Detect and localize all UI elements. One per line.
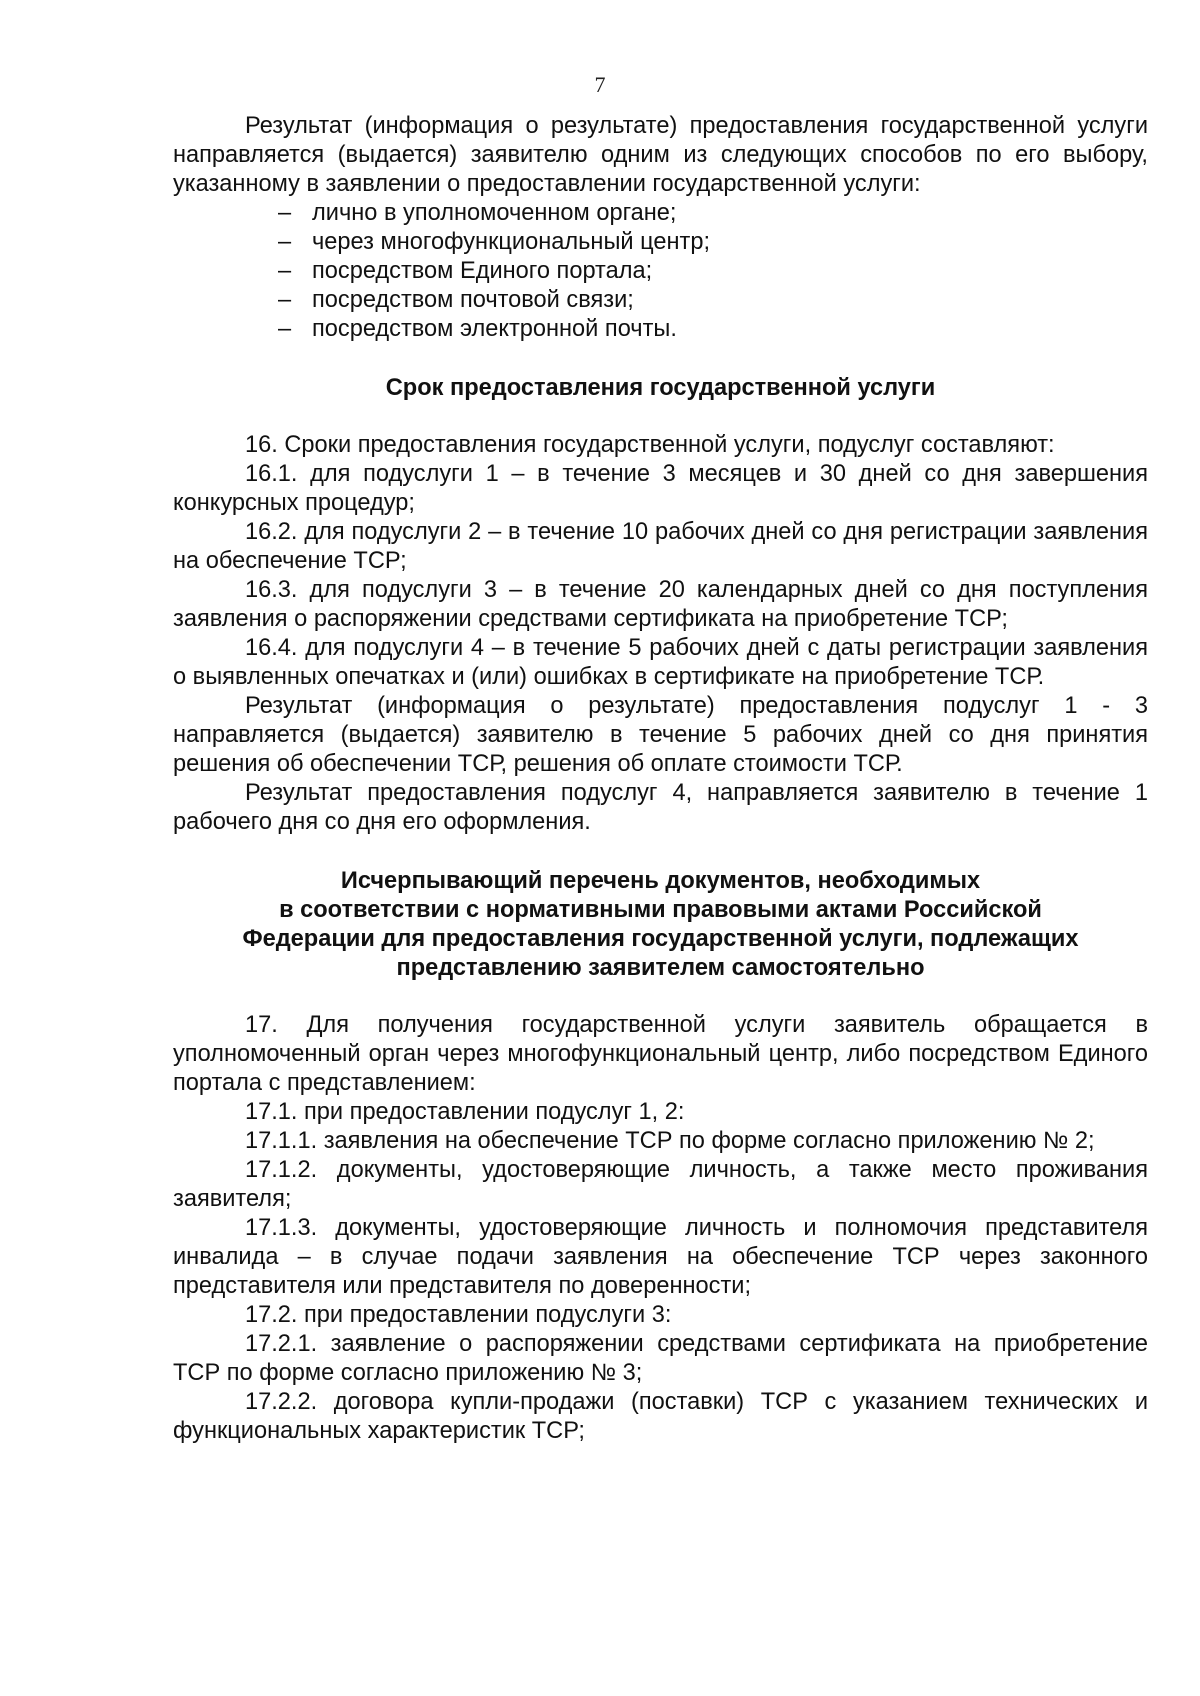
- paragraph-16-3: 16.3. для подуслуги 3 – в течение 20 календарных дней со дня поступления заявления о распоряжении средствами сертификата на приобретение ТСР;: [173, 577, 1148, 632]
- heading-line: Федерации для предоставления государственной услуги, подлежащих: [242, 926, 1079, 952]
- paragraph-16-1: 16.1. для подуслуги 1 – в течение 3 месяцев и 30 дней со дня завершения конкурсных процедур;: [173, 461, 1148, 516]
- list-item: [278, 199, 1148, 228]
- heading-line: Исчерпывающий перечень документов, необходимых: [340, 868, 981, 894]
- spacer: [173, 403, 1148, 431]
- paragraph-17-2-2: 17.2.2. договора купли-продажи (поставки) ТСР с указанием технических и функциональных характеристик ТСР;: [173, 1389, 1148, 1444]
- heading-line: в соответствии с нормативными правовыми актами Российской: [279, 897, 1042, 923]
- paragraph-17-1-2: 17.1.2. документы, удостоверяющие личность, а также место проживания заявителя;: [173, 1157, 1148, 1212]
- spacer: [173, 344, 1148, 374]
- list-item-text: посредством электронной почты.: [312, 316, 677, 342]
- list-item: [278, 315, 1148, 344]
- paragraph-17-1-3: 17.1.3. документы, удостоверяющие личность и полномочия представителя инвалида – в случае подачи заявления на обеспечение ТСР через законного представителя или представителя по доверенности;: [173, 1215, 1148, 1299]
- list-item: [278, 228, 1148, 257]
- section-16-heading: Срок предоставления государственной услуги: [385, 375, 936, 401]
- paragraph-17-2: 17.2. при предоставлении подуслуги 3:: [245, 1302, 672, 1328]
- bullet-dash: –: [278, 258, 292, 284]
- bullet-dash: –: [278, 287, 292, 313]
- bullet-dash: –: [278, 200, 292, 226]
- paragraph-17-2-1: 17.2.1. заявление о распоряжении средствами сертификата на приобретение ТСР по форме согласно приложению № 3;: [173, 1331, 1148, 1386]
- paragraph-16-2: 16.2. для подуслуги 2 – в течение 10 рабочих дней со дня регистрации заявления на обеспечение ТСР;: [173, 519, 1148, 574]
- intro-paragraph: Результат (информация о результате) предоставления государственной услуги направляется (выдается) заявителю одним из следующих способов по его выбору, указанному в заявлении о предоставлении государственной услуги:: [173, 113, 1148, 197]
- result-paragraph-1-3: Результат (информация о результате) предоставления подуслуг 1 - 3 направляется (выдается) заявителю в течение 5 рабочих дней со дня принятия решения об обеспечении ТСР, решения об оплате стоимости ТСР.: [173, 693, 1148, 777]
- paragraph-16-4: 16.4. для подуслуги 4 – в течение 5 рабочих дней с даты регистрации заявления о выявленных опечатках и (или) ошибках в сертификате на приобретение ТСР.: [173, 635, 1148, 690]
- heading-line: представлению заявителем самостоятельно: [396, 955, 925, 981]
- bullet-dash: –: [278, 316, 292, 342]
- list-item-text: посредством Единого портала;: [312, 258, 653, 284]
- list-item-text: посредством почтовой связи;: [312, 287, 634, 313]
- list-item-text: через многофункциональный центр;: [312, 229, 711, 255]
- delivery-methods-list: [173, 199, 1148, 344]
- page-number: 7: [594, 72, 606, 97]
- result-paragraph-4: Результат предоставления подуслуг 4, направляется заявителю в течение 1 рабочего дня со дня его оформления.: [173, 780, 1148, 835]
- document-body: [173, 112, 1148, 1446]
- paragraph-17-1-1: 17.1.1. заявления на обеспечение ТСР по форме согласно приложению № 2;: [245, 1128, 1095, 1154]
- spacer: [173, 983, 1148, 1011]
- paragraph-17-1: 17.1. при предоставлении подуслуг 1, 2:: [245, 1099, 685, 1125]
- list-item: [278, 257, 1148, 286]
- spacer: [173, 837, 1148, 867]
- list-item-text: лично в уполномоченном органе;: [312, 200, 677, 226]
- list-item: [278, 286, 1148, 315]
- section-17-heading: [173, 867, 1148, 983]
- paragraph-17: 17. Для получения государственной услуги заявитель обращается в уполномоченный орган через многофункциональный центр, либо посредством Единого портала с представлением:: [173, 1012, 1148, 1096]
- bullet-dash: –: [278, 229, 292, 255]
- paragraph-16: 16. Сроки предоставления государственной услуги, подуслуг составляют:: [245, 432, 1055, 458]
